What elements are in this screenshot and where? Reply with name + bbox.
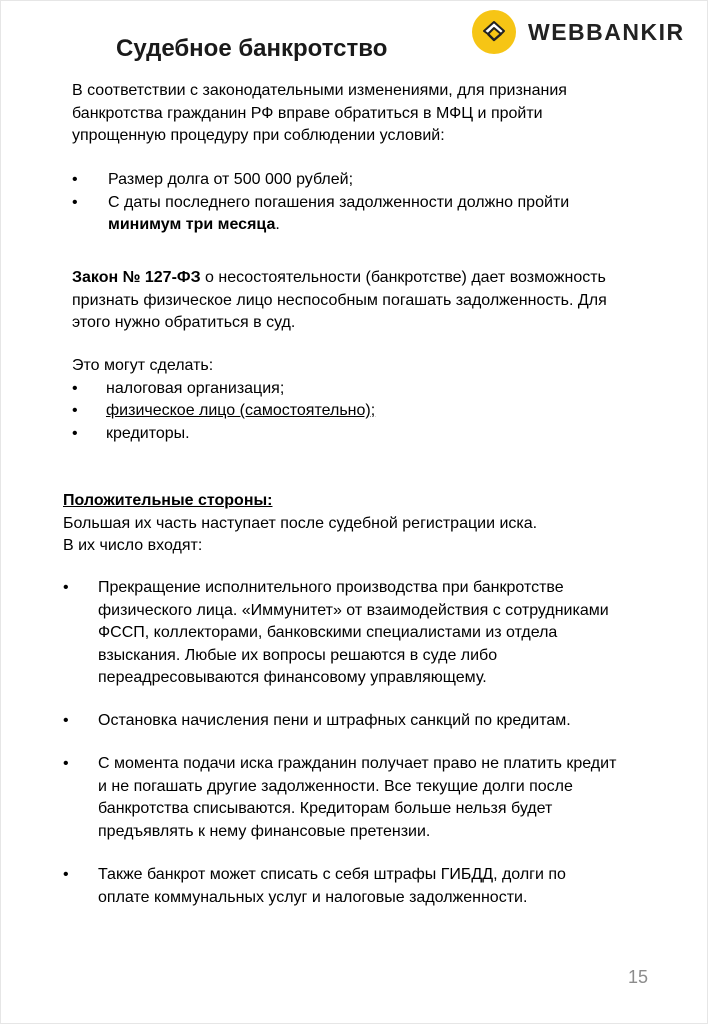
law-name: Закон № 127-ФЗ — [72, 269, 201, 286]
text-line: Остановка начисления пени и штрафных санкций по кредитам. — [98, 712, 571, 729]
list-item — [63, 710, 571, 733]
list-item — [63, 864, 566, 909]
list-item-text — [98, 864, 566, 909]
text-line: переадресовываются финансовому управляющему. — [98, 669, 487, 687]
text-line: Прекращение исполнительного производства при банкротстве — [98, 579, 564, 596]
positive-item — [63, 710, 571, 733]
logo-mark — [472, 10, 516, 54]
positive-item — [63, 864, 566, 909]
bullet: • — [63, 866, 69, 883]
text-line: предъявлять к нему финансовые претензии. — [98, 822, 431, 840]
text-end: . — [275, 216, 280, 234]
list-item — [72, 378, 375, 401]
intro-line: упрощенную процедуру при соблюдении условий: — [72, 127, 445, 145]
list-item-text — [98, 753, 616, 843]
intro-paragraph — [72, 80, 567, 148]
bold-text: минимум три месяца — [108, 216, 276, 234]
text-line: С момента подачи иска гражданин получает право не платить кредит — [98, 755, 617, 772]
bullet: • — [72, 379, 78, 397]
list-item-text: Размер долга от 500 000 рублей; — [108, 171, 354, 188]
intro-line: В соответствии с законодательными изменениями, для признания — [72, 82, 567, 99]
text-line: банкротства списываются. Кредиторам больше нельзя будет — [98, 800, 553, 818]
text-line: Также банкрот может списать с себя штрафы ГИБДД, долги по — [98, 866, 566, 883]
list-item — [72, 400, 375, 423]
logo-icon — [481, 19, 507, 45]
list-item-text: физическое лицо (самостоятельно); — [106, 402, 376, 420]
list-item — [72, 192, 569, 237]
positive-item — [63, 753, 616, 843]
text-line: взыскания. Любые их вопросы решаются в суде либо — [98, 646, 498, 664]
positive-section — [63, 490, 537, 558]
bullet: • — [72, 424, 78, 442]
page-number: 15 — [628, 967, 649, 987]
law-line — [72, 267, 607, 290]
bullet: • — [63, 579, 69, 596]
list-item-text — [98, 577, 609, 690]
list-item — [72, 423, 375, 446]
list-item-text: налоговая организация; — [106, 379, 285, 397]
law-line: этого нужно обратиться в суд. — [72, 314, 296, 332]
list-item-text — [108, 214, 569, 237]
bullet: • — [63, 712, 69, 729]
list-item — [63, 753, 616, 843]
text-line: физического лица. «Иммунитет» от взаимодействия с сотрудниками — [98, 601, 609, 619]
bullet: • — [63, 755, 69, 772]
intro-line: банкротства гражданин РФ вправе обратиться в МФЦ и пройти — [72, 104, 543, 122]
bullet: • — [72, 193, 78, 211]
text-line: и не погашать другие задолженности. Все текущие долги после — [98, 777, 573, 795]
law-text: о несостоятельности (банкротстве) дает возможность — [200, 269, 606, 286]
list-item-text: С даты последнего погашения задолженности должно пройти — [108, 193, 570, 211]
bullet: • — [72, 171, 78, 188]
list-item-text: кредиторы. — [106, 424, 190, 442]
positive-intro: Большая их часть наступает после судебной регистрации иска. — [63, 514, 538, 532]
bullet: • — [72, 402, 78, 420]
positive-heading: Положительные стороны: — [63, 492, 273, 509]
logo-text: WEBBANKIR — [528, 18, 685, 45]
law-line: признать физическое лицо неспособным погашать задолженность. Для — [72, 291, 607, 309]
law-paragraph — [72, 267, 607, 335]
list-item — [63, 577, 609, 690]
who-heading: Это могут сделать: — [72, 357, 214, 374]
logo — [472, 10, 685, 54]
page-title: Судебное банкротство — [116, 35, 388, 62]
conditions-list — [72, 169, 569, 237]
text-line: ФССП, коллекторами, банковскими специалистами из отдела — [98, 624, 558, 642]
text-line: оплате коммунальных услуг и налоговые задолженности. — [98, 888, 528, 906]
positive-intro: В их число входят: — [63, 537, 203, 555]
list-item — [72, 169, 569, 192]
list-item-text — [98, 710, 571, 733]
positive-item — [63, 577, 609, 690]
who-section — [72, 355, 375, 445]
